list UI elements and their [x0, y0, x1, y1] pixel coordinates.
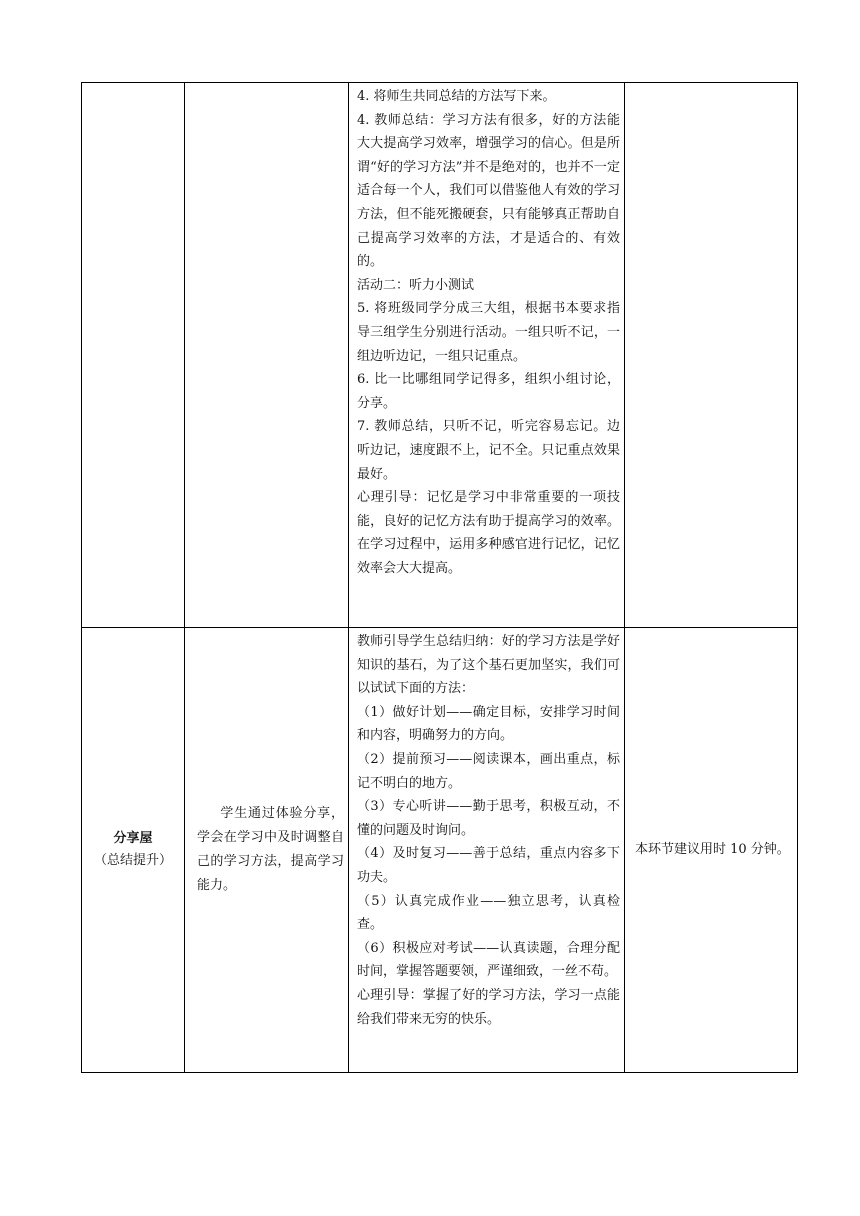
step-line: （2）提前预习——阅读课本，画出重点，标记不明白的地方。 [357, 751, 620, 791]
stage-cell-empty [82, 83, 185, 628]
stage-cell [82, 628, 185, 1073]
step-line: （6）积极应对考试——认真读题，合理分配时间，掌握答题要领，严谨细致，一丝不苟。 [357, 940, 620, 980]
goal-cell-empty [185, 83, 349, 628]
lesson-plan-table [81, 82, 798, 1073]
goal-cell [185, 628, 349, 1073]
step-line: （3）专心听讲——勤于思考，积极互动，不懂的问题及时询问。 [357, 799, 620, 838]
step-line: （5）认真完成作业——独立思考，认真检查。 [357, 893, 620, 933]
step-line: （1）做好计划——确定目标，安排学习时间和内容，明确努力的方向。 [357, 704, 620, 744]
table-row [82, 628, 798, 1073]
table-row [82, 83, 798, 628]
goal-text: 学生通过体验分享，学会在学习中及时调整自己的学习方法，提高学习能力。 [197, 806, 344, 893]
step-line: 活动二：听力小测试 [357, 277, 475, 293]
note-text: 本环节建议用时 10 分钟。 [635, 842, 790, 857]
step-line: 心理引导：记忆是学习中非常重要的一项技能，良好的记忆方法有助于提高学习的效率。在学习过程中，运用多种感官进行记忆，记忆效率会大大提高。 [357, 490, 620, 576]
note-cell-empty [625, 83, 798, 628]
step-line: 心理引导：掌握了好的学习方法，学习一点能给我们带来无穷的快乐。 [357, 987, 620, 1027]
note-cell [625, 628, 798, 1073]
step-line: 4. 将师生共同总结的方法写下来。 [357, 89, 556, 104]
step-line: 6. 比一比哪组同学记得多，组织小组讨论，分享。 [357, 372, 620, 411]
step-line: 5. 将班级同学分成三大组，根据书本要求指导三组学生分别进行活动。一组只听不记，一组边听边记，一组只记重点。 [357, 301, 620, 364]
step-line: 教师引导学生总结归纳：好的学习方法是学好知识的基石，为了这个基石更加坚实，我们可以试试下面的方法： [357, 634, 620, 697]
steps-cell [349, 628, 625, 1073]
step-line: 7. 教师总结，只听不记，听完容易忘记。边听边记，速度跟不上，记不全。只记重点效果最好。 [357, 419, 620, 482]
stage-name: 分享屋 [113, 831, 153, 846]
step-line: （4）及时复习——善于总结，重点内容多下功夫。 [357, 846, 620, 885]
step-line: 4. 教师总结：学习方法有很多，好的方法能大大提高学习效率，增强学习的信心。但是所谓“好的学习方法”并不是绝对的，也并不一定适合每一个人，我们可以借鉴他人有效的学习方法，但不能死搬硬套，只有能够真正帮助自己提高学习效率的方法，才是适合的、有效的。 [357, 112, 620, 270]
steps-cell [349, 83, 625, 628]
stage-subtitle: （总结提升） [93, 853, 172, 868]
